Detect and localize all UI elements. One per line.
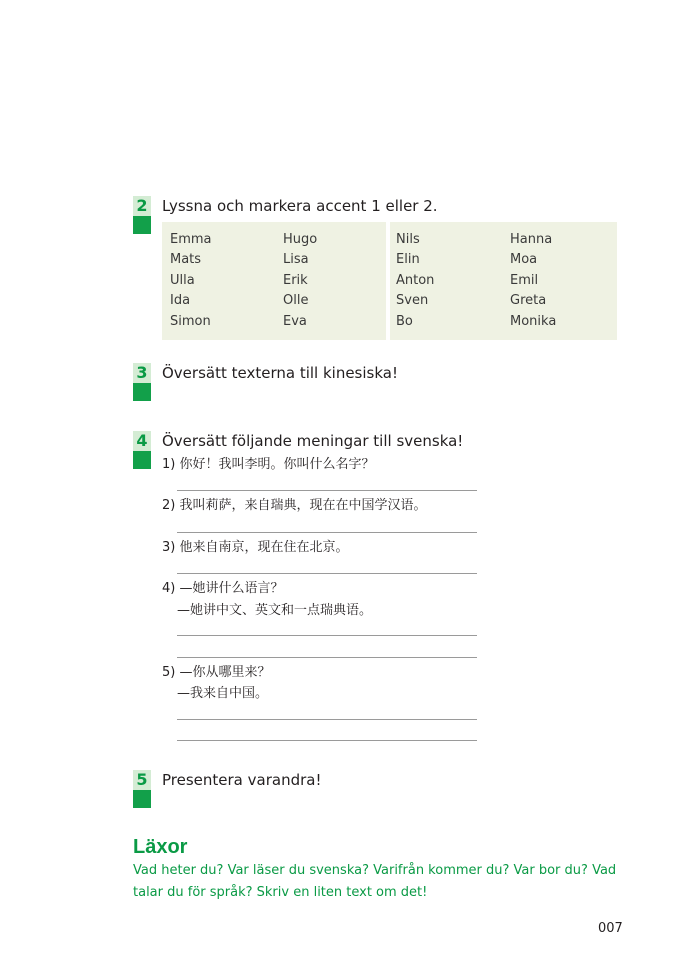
name-item: Emil — [510, 273, 539, 288]
homework-title: Läxor — [133, 836, 188, 858]
exercise-number: 2 — [133, 196, 151, 216]
name-item: Olle — [283, 293, 309, 308]
name-item: Moa — [510, 252, 538, 267]
sentence-2: 2) 我叫莉萨，来自瑞典，现在在中国学汉语。 — [162, 498, 427, 513]
name-item: Elin — [396, 252, 420, 267]
sentence-5-answer: —我来自中国。 — [177, 686, 269, 701]
answer-line[interactable] — [177, 635, 477, 636]
exercise-marker — [133, 216, 151, 234]
exercise-marker — [133, 451, 151, 469]
homework-text: Vad heter du? Var läser du svenska? Varifrån kommer du? Var bor du? Vad talar du för språk? Skriv en liten text om det! — [133, 863, 617, 900]
name-item: Bo — [396, 314, 413, 329]
exercise-marker — [133, 790, 151, 808]
answer-line[interactable] — [177, 573, 477, 574]
sentence-5-question: 5) —你从哪里来？ — [162, 665, 271, 680]
sentence-4-answer: —她讲中文、英文和一点瑞典语。 — [177, 603, 373, 618]
name-item: Ida — [170, 293, 191, 308]
name-item: Simon — [170, 314, 211, 329]
name-item: Hugo — [283, 232, 318, 247]
exercise-marker — [133, 383, 151, 401]
sentence-4-question: 4) —她讲什么语言？ — [162, 581, 284, 596]
answer-line[interactable] — [177, 719, 477, 720]
name-item: Lisa — [283, 252, 309, 267]
name-item: Hanna — [510, 232, 553, 247]
answer-line[interactable] — [177, 657, 477, 658]
name-item: Mats — [170, 252, 202, 267]
name-item: Anton — [396, 273, 435, 288]
exercise-title: Presentera varandra! — [162, 771, 322, 789]
name-item: Nils — [396, 232, 420, 247]
name-item: Erik — [283, 273, 308, 288]
sentence-3: 3) 他来自南京，现在住在北京。 — [162, 540, 349, 555]
name-item: Ulla — [170, 273, 195, 288]
exercise-title: Översätt texterna till kinesiska! — [162, 364, 398, 382]
page-number: 007 — [598, 921, 623, 936]
exercise-title: Lyssna och markera accent 1 eller 2. — [162, 197, 438, 215]
exercise-title: Översätt följande meningar till svenska! — [162, 432, 464, 450]
name-item: Greta — [510, 293, 547, 308]
answer-line[interactable] — [177, 490, 477, 491]
name-item: Sven — [396, 293, 429, 308]
answer-line[interactable] — [177, 532, 477, 533]
name-item: Emma — [170, 232, 212, 247]
exercise-number: 3 — [133, 363, 151, 383]
name-item: Eva — [283, 314, 307, 329]
exercise-number: 4 — [133, 431, 151, 451]
name-item: Monika — [510, 314, 557, 329]
sentence-1: 1) 你好！我叫李明。你叫什么名字？ — [162, 457, 375, 472]
answer-line[interactable] — [177, 740, 477, 741]
exercise-number: 5 — [133, 770, 151, 790]
